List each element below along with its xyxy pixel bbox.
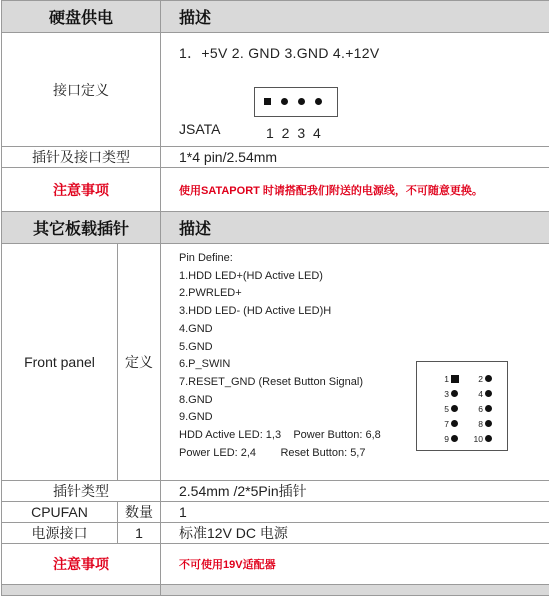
pin-dot-icon [281, 98, 288, 105]
fp-pin-type-value: 2.54mm /2*5Pin插针 [161, 481, 549, 502]
pin-number: 10 [473, 434, 483, 444]
row-interface-def [2, 33, 549, 147]
interface-def-label: 接口定义 [2, 33, 161, 147]
pin-define-line: 5.GND [179, 340, 213, 353]
pin-define-line: 3.HDD LED- (HD Active LED)H [179, 305, 332, 318]
pin-number: 5 [444, 404, 449, 414]
power-port-qty: 1 [118, 523, 161, 544]
pin-dot-icon [451, 435, 458, 442]
pin-dot-icon [485, 375, 492, 382]
pin-square-icon [451, 375, 459, 383]
connector-name: JSATA [179, 121, 221, 137]
pin-define-line: 7.RESET_GND (Reset Button Signal) [179, 375, 364, 388]
pin-define-summary-1: HDD Active LED: 1,3 Power Button: 6,8 [179, 429, 381, 442]
section-header-onboard [2, 212, 549, 244]
row-next-partial [2, 585, 549, 596]
note-1-value: 使用SATAPORT 时请搭配我们附送的电源线，不可随意更换。 [161, 168, 549, 212]
pin-number: 3 [444, 389, 449, 399]
front-panel-sublabel: 定义 [118, 244, 161, 481]
pin-number: 8 [478, 419, 483, 429]
power-port-label: 电源接口 [2, 523, 118, 544]
pin-dot-icon [451, 390, 458, 397]
next-header-partial-right [161, 585, 549, 596]
row-pin-type [2, 147, 549, 168]
cpufan-label: CPUFAN [2, 502, 118, 523]
note-2-label: 注意事项 [2, 544, 161, 585]
header-onboard-headers: 其它板载插针 [2, 212, 161, 244]
pin-define-line: 2.PWRLED+ [179, 287, 242, 300]
row-fp-pin-type [2, 481, 549, 502]
pin-dot-icon [485, 420, 492, 427]
pin-square-icon [264, 98, 271, 105]
fp-pin-type-label: 插针类型 [2, 481, 161, 502]
pin-define-line: 1.HDD LED+(HD Active LED) [179, 269, 323, 282]
next-header-partial [2, 585, 161, 596]
power-port-value: 标准12V DC 电源 [161, 523, 549, 544]
pin-dot-icon [315, 98, 322, 105]
pin-define-summary-2: Power LED: 2,4 Reset Button: 5,7 [179, 446, 366, 459]
note-1-label: 注意事项 [2, 168, 161, 212]
pin-define-line: 6.P_SWIN [179, 358, 231, 371]
row-front-panel [2, 244, 549, 481]
cpufan-qty: 1 [161, 502, 549, 523]
connector-pin-numbers: 1 2 3 4 [266, 125, 321, 141]
pin-type-label: 插针及接口类型 [2, 147, 161, 168]
pin-define-line: 8.GND [179, 393, 213, 406]
note-2-value: 不可使用19V适配器 [161, 544, 549, 585]
pin-number: 6 [478, 404, 483, 414]
front-panel-label: Front panel [2, 244, 118, 481]
header-description: 描述 [161, 1, 549, 33]
header-description-2: 描述 [161, 212, 549, 244]
pin-number: 9 [444, 434, 449, 444]
spec-table [1, 0, 549, 596]
front-panel-header-diagram [416, 361, 508, 451]
section-header-power [2, 1, 549, 33]
pin-define-line: 9.GND [179, 411, 213, 424]
pin-dot-icon [485, 390, 492, 397]
pin-number: 1 [444, 374, 449, 384]
pin-define-line: Pin Define: [179, 252, 233, 264]
pin-dot-icon [451, 420, 458, 427]
pin-assignment-text: 1．+5V 2. GND 3.GND 4.+12V [179, 45, 380, 61]
pin-type-value: 1*4 pin/2.54mm [161, 147, 549, 168]
pin-dot-icon [451, 405, 458, 412]
row-power-port [2, 523, 549, 544]
pin-dot-icon [485, 405, 492, 412]
pin-number: 4 [478, 389, 483, 399]
pin-number: 2 [478, 374, 483, 384]
row-note-2 [2, 544, 549, 585]
row-cpufan [2, 502, 549, 523]
pin-dot-icon [298, 98, 305, 105]
front-panel-definition [161, 244, 549, 481]
pin-number: 7 [444, 419, 449, 429]
pin-dot-icon [485, 435, 492, 442]
sata-connector-icon [254, 87, 338, 117]
row-note-1 [2, 168, 549, 212]
interface-def-cell [161, 33, 549, 147]
cpufan-qty-label: 数量 [118, 502, 161, 523]
header-hdd-power: 硬盘供电 [2, 1, 161, 33]
pin-define-line: 4.GND [179, 322, 213, 335]
